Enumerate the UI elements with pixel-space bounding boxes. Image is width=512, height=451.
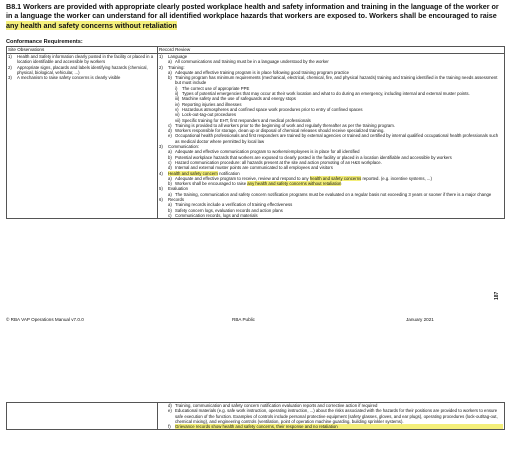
- footer-copyright: © RBA VAP Operations Manual v7.0.0: [6, 317, 84, 322]
- list-item: b) Workers shall be encouraged to raise any health and safety concerns without retaliation: [168, 181, 342, 187]
- list-item: c) Hazard communication procedure: all hazards present at the site and action promoting of an H&S workplace.: [168, 159, 382, 165]
- section-heading: 4) Health and safety concern notification: [159, 170, 240, 176]
- page-footer: [6, 317, 504, 325]
- list-item: iv) Reporting injuries and illnesses: [175, 101, 242, 107]
- list-item: 3) A mechanism to raise safety concerns is clearly visible: [8, 75, 121, 81]
- list-item: a) Adequate and effective training program is in place following good training program practice: [168, 69, 350, 75]
- list-item: b) Potential workplace hazards that workers are exposed to clearly posted in the facility or placed in a location identifiable and accessible by workers: [168, 154, 452, 160]
- conformance-table: [6, 46, 505, 219]
- section-heading: 1) Language: [159, 54, 188, 59]
- section-heading: 5) Evaluation: [159, 186, 189, 192]
- list-item: a) All communications and training must be in a language understood by the worker: [168, 59, 329, 65]
- list-item: 2) Appropriate signs, placards and labels identifying hazards (chemical, physical, biological, vehicular, ...): [8, 64, 148, 75]
- highlighted-phrase: any health and safety concerns without retaliation: [6, 20, 177, 30]
- list-item: e) Educational materials (e.g. safe work instruction, operating instruction, ...) about the risks associated with the hazards for their positions are provided to workers to ensure safe execution of the function. Examples of controls include personal protective equipment (safety glasses, gloves, and ear plugs), operating procedures (lock-out/tag-out, chemical mixing), and engineering controls (ventilation, point of operation machine guarding, building sprinkler systems).: [168, 408, 498, 424]
- list-item: c) Communication records, logs and materials: [168, 212, 258, 218]
- section-heading: 2) Training:: [159, 64, 185, 70]
- page-gap: [0, 330, 512, 402]
- section-heading: 6) Records: [159, 197, 185, 203]
- list-item: ii) Types of potential emergencies that may occur at their work location and what to do during an emergency, including internal and external muster points.: [175, 91, 470, 97]
- record-review-cell: [158, 54, 505, 219]
- continued-table: [6, 402, 505, 430]
- list-item: vii) Specific training for EHT, first responders and medical professionals: [175, 117, 311, 123]
- list-item: d) Internal and external muster points are communicated to all employees and visitors: [168, 165, 333, 171]
- list-item: d) Training, communication and safety concern notification evaluation reports and corrective action if required: [168, 403, 378, 408]
- conformance-title: Conformance Requirements:: [6, 39, 83, 45]
- list-item: d) Workers responsible for storage, clean up or disposal of chemical releases should receive specialized training.: [168, 128, 385, 134]
- section-heading: 3) Communication:: [159, 144, 200, 150]
- list-item: iii) Machine safety and the use of safeguards and energy stops: [175, 96, 296, 102]
- list-item: a) Training records include a verification of training effectiveness: [168, 202, 293, 208]
- record-review-cell: [158, 403, 505, 430]
- list-item: b) Training program has minimum requirements (mechanical, electrical, chemical, fire, and physical hazards) training and training identified in the training needs assessment but must include: [168, 75, 498, 86]
- column-header-record: Record Review: [158, 47, 505, 54]
- list-item: a) Adequate and effective communication program to workers/employees is in place for all identified: [168, 149, 360, 155]
- list-item: 1) Health and Safety information clearly posted in the facility or placed in a location identifiable and accessible by workers: [8, 54, 154, 65]
- site-observations-cell: [7, 54, 158, 219]
- list-item: b) Safety concern logs, evaluation records and action plans: [168, 207, 283, 213]
- footer-classification: RBA Public: [232, 317, 255, 322]
- list-item: a) Adequate and effective program to receive, review and respond to any health and safety concerns reported. (e.g. incentive systems, ...): [168, 175, 432, 181]
- list-item: i) The correct use of appropriate PPE: [175, 85, 250, 91]
- list-item: a) The training, communication and safety concern notification programs must be evaluated on a regular basis not exceeding 3 years or sooner if there is a major change: [168, 191, 492, 197]
- footer-date: January 2021: [406, 317, 434, 322]
- column-header-site: Site Observations: [7, 47, 158, 54]
- list-item: c) Training is provided to all workers prior to the beginning of work and regularly thereafter as per the training program.: [168, 122, 396, 128]
- list-item: v) Hazardous atmospheres and confined space work procedures prior to entry of confined spaces: [175, 106, 363, 112]
- site-observations-cell: [7, 403, 158, 430]
- list-item: vi) Lock-out-tag-out procedures: [175, 112, 236, 118]
- list-item: e) Occupational health professionals and first responders are trained by external agencies or trained and certified by internal qualified occupational health professionals such as medical doctor where permitted by local law: [168, 133, 499, 144]
- page-number: 187: [494, 291, 500, 300]
- requirement-heading: B8.1 Workers are provided with appropriate clearly posted workplace health and safety information and training in the language of the worker or in a language the worker can understand for all identified workplace hazards that workers are exposed to. Workers shall be encouraged to raise any health and safety concerns without retaliation: [6, 2, 499, 30]
- list-item: f) Grievance records show health and safety concerns, their response and no retaliation: [159, 424, 503, 429]
